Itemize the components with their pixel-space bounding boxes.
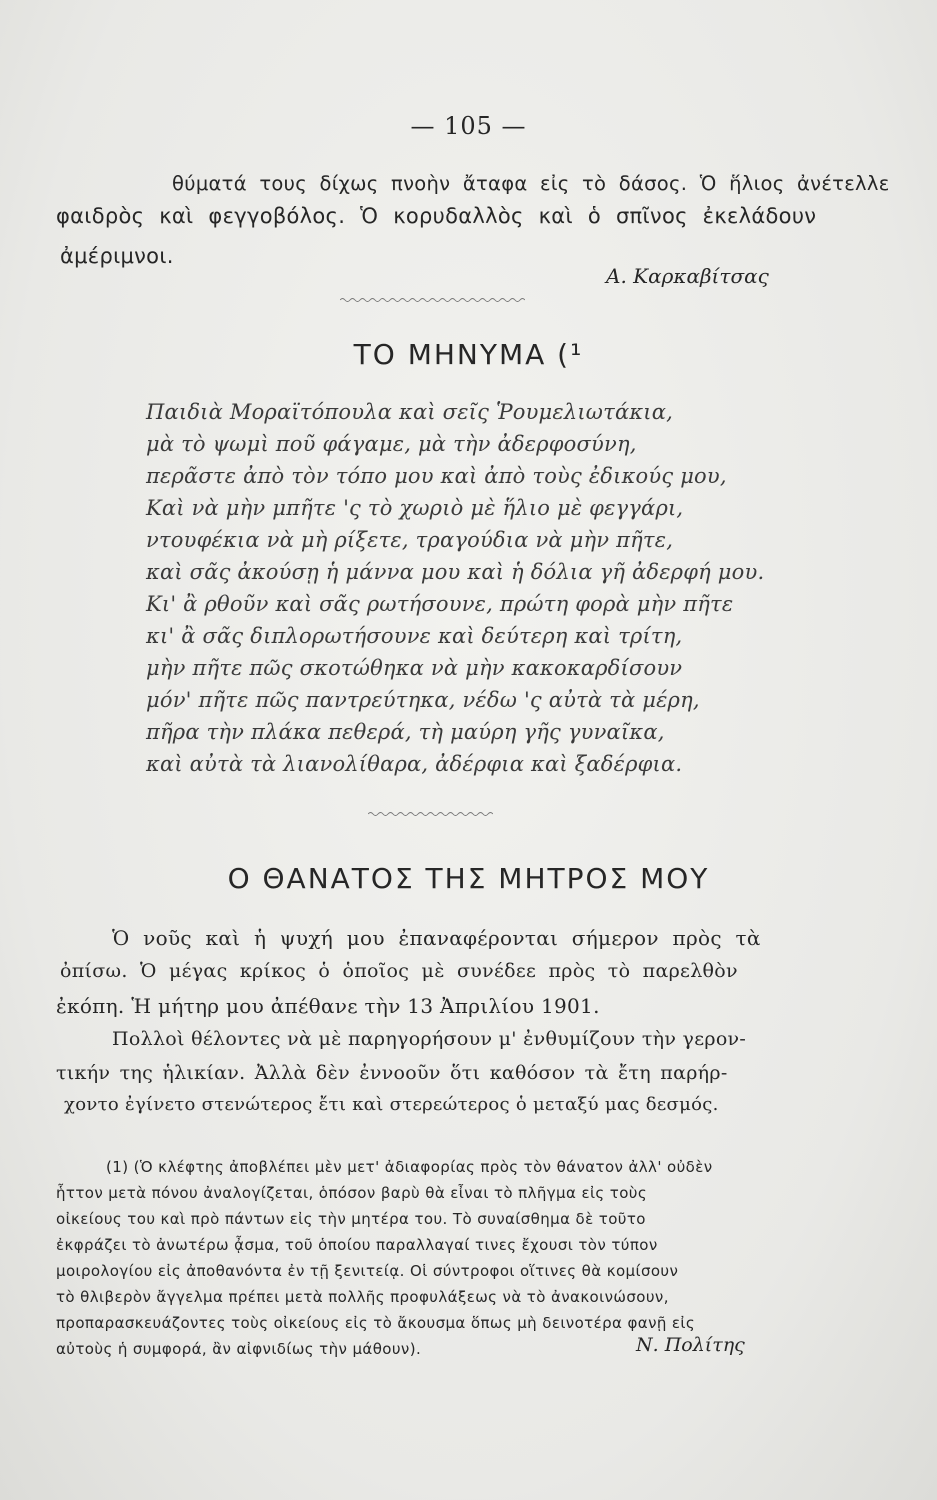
footnote-line: μοιρολογίου εἰς ἀποθανόντα ἐν τῇ ξενιτείᾳ. Οἱ σύντροφοι οἵτινες θὰ κομίσουν — [56, 1262, 679, 1280]
footnote-line: αὐτοὺς ἡ συμφορά, ἂν αἰφνιδίως τὴν μάθουν). — [56, 1340, 422, 1358]
author-signature: Α. Καρκαβίτσας — [606, 264, 769, 288]
footnote-line: ἐκφράζει τὸ ἀνωτέρω ᾆσμα, τοῦ ὁποίου παραλλαγαί τινες ἔχουσι τὸν τύπον — [56, 1236, 658, 1254]
poem-line: ντουφέκια νὰ μὴ ρίξετε, τραγούδια νὰ μὴν πῆτε, — [146, 528, 674, 552]
section-title-mother-death: Ο ΘΑΝΑΤΟΣ ΤΗΣ ΜΗΤΡΟΣ ΜΟΥ — [227, 862, 710, 895]
text-line: ὀπίσω. Ὁ μέγας κρίκος ὁ ὁποῖος μὲ συνέδεε πρὸς τὸ παρελθὸν — [60, 960, 738, 982]
poem-line: Καὶ νὰ μὴν μπῆτε 'ς τὸ χωριὸ μὲ ἥλιο μὲ φεγγάρι, — [146, 496, 684, 520]
poem-line: κι' ἂ σᾶς διπλορωτήσουνε καὶ δεύτερη καὶ τρίτη, — [146, 624, 683, 648]
footnote-line: προπαρασκευάζοντες τοὺς οἰκείους εἰς τὸ ἄκουσμα ὅπως μὴ δεινοτέρα φανῇ εἰς — [56, 1314, 696, 1332]
wavy-divider — [340, 297, 525, 303]
poem-line: μόν' πῆτε πῶς παντρεύτηκα, νέδω 'ς αὐτὰ τὰ μέρη, — [146, 688, 700, 712]
poem-line: Παιδιὰ Μοραϊτόπουλα καὶ σεῖς Ῥουμελιωτάκια, — [146, 400, 673, 424]
text-line: χοντο ἐγίνετο στενώτερος ἔτι καὶ στερεώτερος ὁ μεταξύ μας δεσμός. — [64, 1094, 719, 1115]
text-line: θύματά τους δίχως πνοὴν ἄταφα εἰς τὸ δάσος. Ὁ ἥλιος ἀνέτελλε — [172, 172, 890, 195]
section-title-message: ΤΟ ΜΗΝΥΜΑ (¹ — [353, 338, 584, 371]
page-number: — 105 — — [410, 112, 527, 140]
poem-line: καὶ σᾶς ἀκούσῃ ἡ μάννα μου καὶ ἡ δόλια γῆ ἀδερφή μου. — [146, 560, 765, 584]
text-line: φαιδρὸς καὶ φεγγοβόλος. Ὁ κορυδαλλὸς καὶ ὁ σπῖνος ἐκελάδουν — [56, 204, 817, 228]
poem-line: Κι' ἂ ρθοῦν καὶ σᾶς ρωτήσουνε, πρώτη φορὰ μὴν πῆτε — [146, 592, 734, 616]
poem-line: μὰ τὸ ψωμὶ ποῦ φάγαμε, μὰ τὴν ἀδερφοσύνη, — [146, 432, 637, 456]
poem-line: μὴν πῆτε πῶς σκοτώθηκα νὰ μὴν κακοκαρδίσουν — [146, 656, 683, 680]
wavy-divider — [368, 811, 493, 817]
poem-line: περᾶστε ἀπὸ τὸν τόπο μου καὶ ἀπὸ τοὺς ἐδικούς μου, — [146, 464, 727, 488]
footnote-line: τὸ θλιβερὸν ἄγγελμα πρέπει μετὰ πολλῆς προφυλάξεως νὰ τὸ ἀνακοινώσουν, — [56, 1288, 669, 1306]
text-line: τικήν της ἡλικίαν. Ἀλλὰ δὲν ἐννοοῦν ὅτι καθόσον τὰ ἔτη παρήρ- — [56, 1062, 728, 1084]
footnote-signature: Ν. Πολίτης — [636, 1334, 745, 1356]
poem-line: καὶ αὐτὰ τὰ λιανολίθαρα, ἀδέρφια καὶ ξαδέρφια. — [146, 752, 683, 776]
footnote-line: ἧττον μετὰ πόνου ἀναλογίζεται, ὁπόσον βαρὺ θὰ εἶναι τὸ πλῆγμα εἰς τοὺς — [56, 1184, 648, 1202]
text-line: Ὁ νοῦς καὶ ἡ ψυχή μου ἐπαναφέρονται σήμερον πρὸς τὰ — [112, 926, 761, 950]
text-line: Πολλοὶ θέλοντες νὰ μὲ παρηγορήσουν μ' ἐνθυμίζουν τὴν γερον- — [112, 1028, 747, 1050]
text-line: ἐκόπη. Ἡ μήτηρ μου ἀπέθανε τὴν 13 Ἀπριλίου 1901. — [56, 994, 600, 1018]
poem-line: πῆρα τὴν πλάκα πεθερά, τὴ μαύρη γῆς γυναῖκα, — [146, 720, 665, 744]
footnote-line: οἰκείους του καὶ πρὸ πάντων εἰς τὴν μητέρα του. Τὸ συναίσθημα δὲ τοῦτο — [56, 1210, 646, 1228]
text-line: ἀμέριμνοι. — [60, 244, 174, 268]
footnote-line: (1) (Ὁ κλέφτης ἀποβλέπει μὲν μετ' ἀδιαφορίας πρὸς τὸν θάνατον ἀλλ' οὐδὲν — [106, 1158, 713, 1176]
